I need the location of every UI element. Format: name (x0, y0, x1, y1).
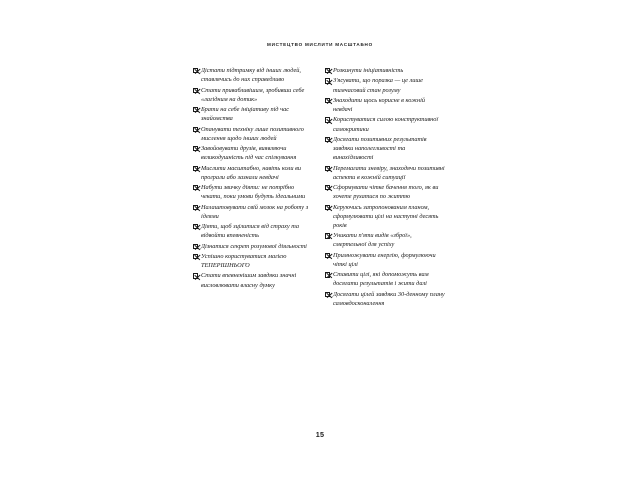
checklist-item[interactable] (325, 183, 446, 201)
checklist-item[interactable] (325, 76, 446, 94)
checklist-item[interactable] (325, 251, 446, 269)
checkbox-checked-icon[interactable] (193, 273, 198, 278)
checklist-item[interactable] (193, 271, 314, 289)
checklist-item-label: Діяти, щоб зцілитися від страху та відвойти впевненість (200, 223, 300, 240)
checkbox-checked-icon[interactable] (325, 117, 330, 122)
page-number: 15 (315, 430, 325, 439)
checklist-item-label: Мислити масштабно, навіть коли ви програли або зазнали невдачі (200, 164, 301, 181)
checklist-item[interactable] (325, 135, 446, 162)
checklist-item[interactable] (193, 144, 314, 162)
checklist-item-label: Дістати підтримку від інших людей, ставлячись до них справедливо (200, 67, 301, 84)
checkbox-checked-icon[interactable] (325, 292, 330, 297)
checklist-item[interactable] (325, 96, 446, 114)
checkbox-checked-icon[interactable] (193, 254, 198, 259)
checkbox-checked-icon[interactable] (193, 185, 198, 190)
checklist-item-label: Стати привабливішим, зробивши себе «лагідним на дотик» (200, 86, 305, 103)
checkbox-checked-icon[interactable] (193, 244, 198, 249)
checklist-item-label: Досягати позитивних результатів завдяки наполегливості та винахідливості (332, 135, 427, 162)
checkbox-checked-icon[interactable] (193, 146, 198, 151)
checklist-item[interactable] (325, 66, 446, 75)
checkbox-checked-icon[interactable] (325, 68, 330, 73)
checklist-item[interactable] (325, 270, 446, 288)
checkbox-checked-icon[interactable] (325, 272, 330, 277)
checklist-item[interactable] (325, 290, 446, 308)
checkbox-checked-icon[interactable] (325, 185, 330, 190)
checklist-item-label: Досягати цілей завдяки 30-денному плану самовдосконалення (332, 290, 445, 307)
checkbox-checked-icon[interactable] (325, 78, 330, 83)
running-header: МИСТЕЦТВО МИСЛИТИ МАСШТАБНО (267, 42, 373, 47)
checkbox-checked-icon[interactable] (325, 233, 330, 238)
checkbox-checked-icon[interactable] (193, 88, 198, 93)
checklist-item-label: Стати впевненішим завдяки значні висловлювати власну думку (200, 272, 297, 289)
checkbox-checked-icon[interactable] (325, 98, 330, 103)
checklist-item-label: Примножувати енергію, формулюючи чіткі цілі (332, 251, 436, 268)
checklist-item-label: З'ясувати, що поразка — це лише тимчасовий стан розуму (332, 77, 423, 94)
checkbox-checked-icon[interactable] (193, 68, 198, 73)
checklist-item-label: Знаходити щось корисне в кожній невдачі (332, 96, 425, 113)
checklist-item-label: Брати на себе ініціативу під час знайомства (200, 106, 290, 123)
checkbox-checked-icon[interactable] (193, 107, 198, 112)
checklist-column-left (193, 66, 314, 291)
checklist-item-label: Користуватися силою конструктивної самокритики (332, 116, 439, 133)
checklist-item-label: Уникати п'яти видів «зброї», смертельної для успіху (332, 232, 412, 249)
checklist-item[interactable] (193, 164, 314, 182)
checklist-item[interactable] (325, 115, 446, 133)
checklist-item[interactable] (325, 164, 446, 182)
checklist-item-label: Сформувати чітке бачення того, як ви хочете рухатися по життю (332, 184, 439, 201)
checklist-columns (193, 66, 447, 309)
checklist-item[interactable] (325, 231, 446, 249)
checklist-item[interactable] (193, 66, 314, 84)
checklist-item-label: Дізнатися секрет розумової діяльності (200, 242, 307, 250)
checklist-item[interactable] (193, 125, 314, 143)
checkbox-checked-icon[interactable] (325, 166, 330, 171)
checklist-item[interactable] (193, 242, 314, 251)
checklist-item-label: Опанувати техніку лише позитивного мислення щодо інших людей (200, 125, 304, 142)
checkbox-checked-icon[interactable] (193, 127, 198, 132)
checkbox-checked-icon[interactable] (193, 224, 198, 229)
checklist-item-label: Набути звичку діяти: не потрібно чекати, поки умови будуть ідеальними (200, 184, 306, 201)
checklist-item[interactable] (193, 183, 314, 201)
checklist-item[interactable] (193, 222, 314, 240)
checklist-item-label: Завойовувати друзів, виявляючи великодушність під час спілкування (200, 145, 297, 162)
checklist-item[interactable] (325, 203, 446, 230)
checklist-item[interactable] (193, 105, 314, 123)
checklist-item[interactable] (193, 86, 314, 104)
checklist-item-label: Успішно користуватися магією ТЕПЕРІШНЬОГО (200, 252, 287, 269)
checkbox-checked-icon[interactable] (193, 205, 198, 210)
checkbox-checked-icon[interactable] (193, 166, 198, 171)
checkbox-checked-icon[interactable] (325, 253, 330, 258)
checklist-column-right (325, 66, 446, 309)
checklist-item[interactable] (193, 252, 314, 270)
checklist-item-label: Перемагати зневіру, знаходячи позитивні аспекти в кожній ситуації (332, 164, 445, 181)
checklist-item-label: Налаштовувати свій мозок на роботу з ідеями (200, 203, 309, 220)
checklist-item-label: Ставити цілі, які допоможуть вам досягати результатів і жити далі (332, 271, 429, 288)
checklist-item[interactable] (193, 203, 314, 221)
checkbox-checked-icon[interactable] (325, 205, 330, 210)
checkbox-checked-icon[interactable] (325, 137, 330, 142)
checklist-item-label: Розкинути ініціативність (332, 67, 404, 74)
checklist-item-label: Керуючись запропонованим планом, сформулювати цілі на наступні десять років (332, 203, 439, 229)
